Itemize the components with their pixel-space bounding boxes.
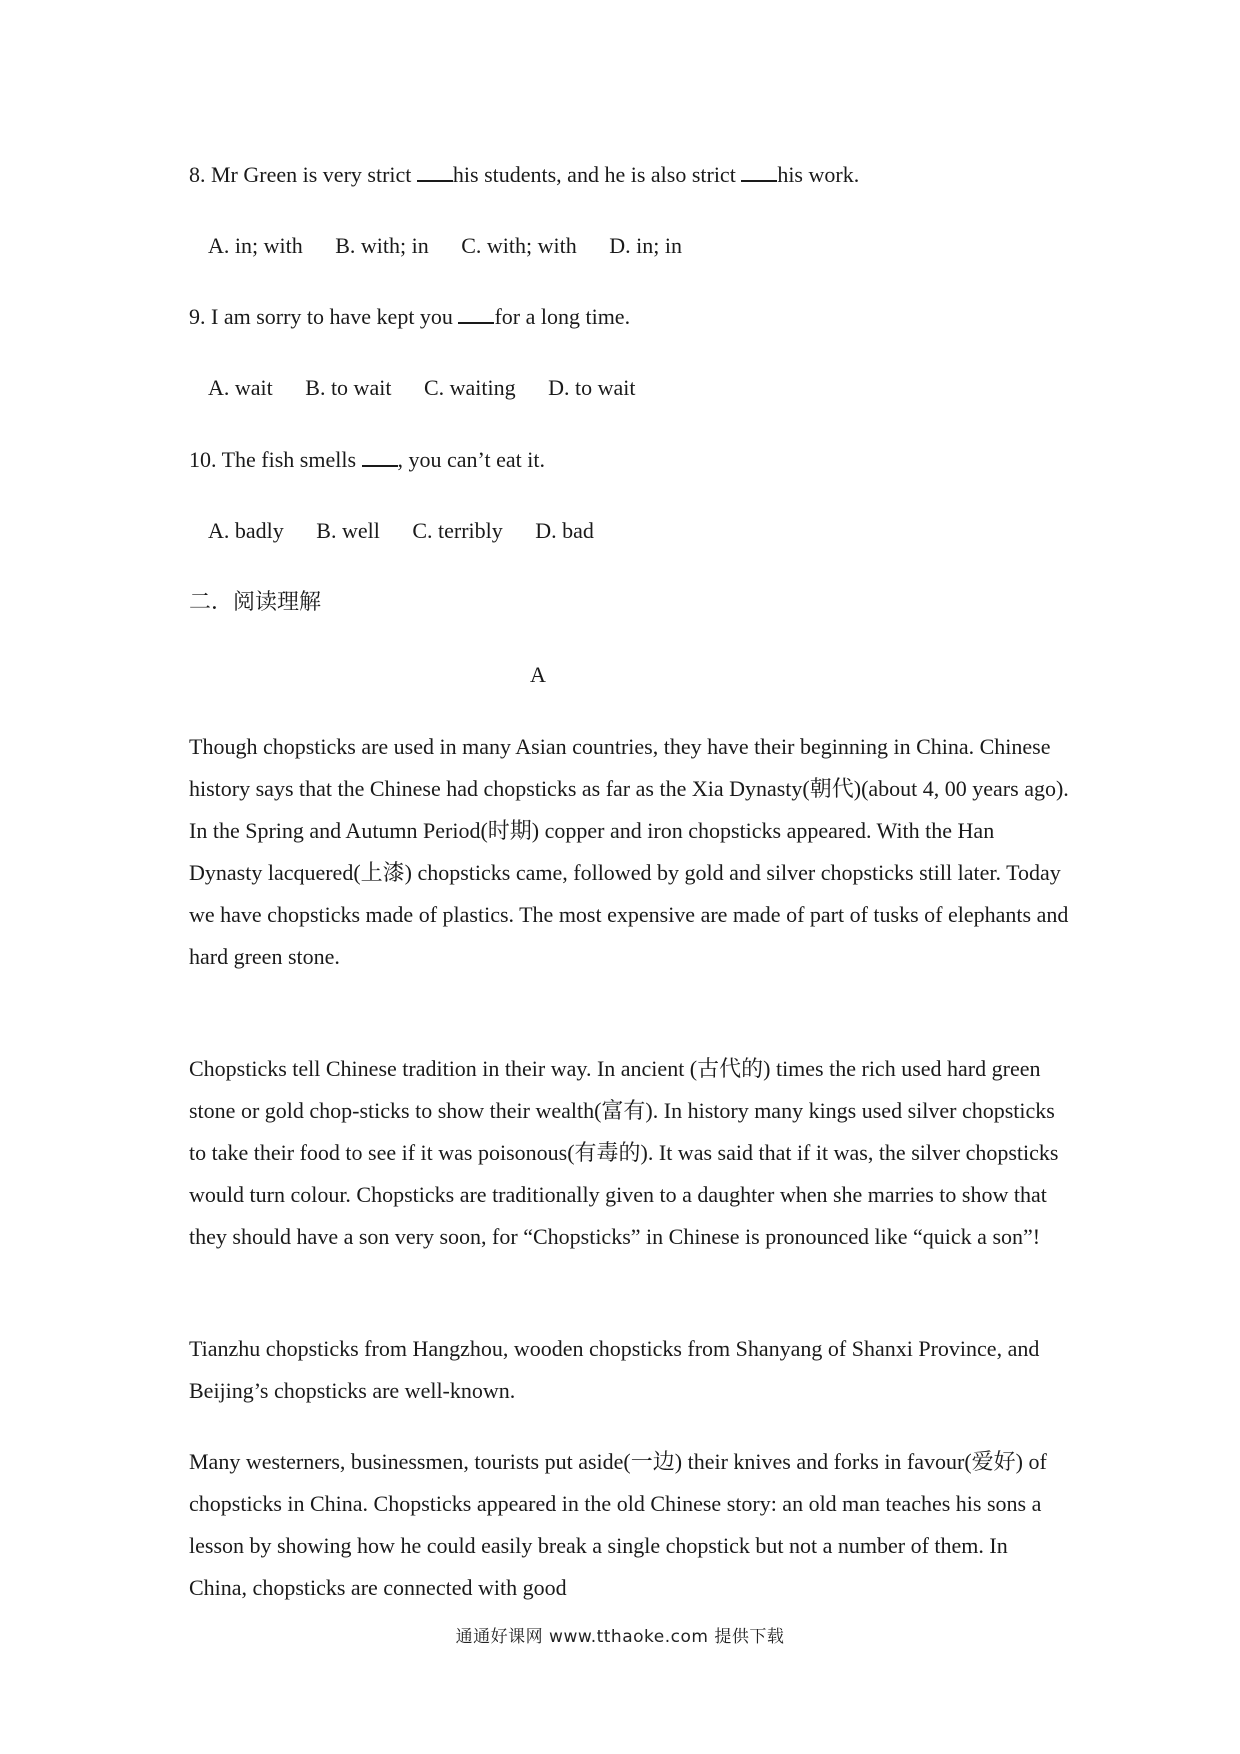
question-9-text-2: for a long time. [494, 304, 631, 329]
passage-paragraph-1: Though chopsticks are used in many Asian countries, they have their beginning in China. Chinese history says that the Chinese had chopsticks as far as the Xia Dynasty(朝代)(about 4, 00 years ago). In the Spring and Autumn Period(时期) copper and iron chopsticks appeared. With the Han Dynasty lacquered(上漆) chopsticks came, followed by gold and silver chopsticks still later. Today we have chopsticks made of plastics. The most expensive are made of part of tusks of elephants and hard green stone. [189, 734, 1069, 969]
question-8-text-2: his students, and he is also strict [452, 162, 742, 187]
question-9-text-1: 9. I am sorry to have kept you [189, 304, 459, 329]
option-a: A. wait [208, 375, 273, 400]
option-d: D. in; in [609, 233, 682, 258]
question-8-options [208, 231, 682, 261]
answer-blank [362, 445, 398, 467]
option-a: A. in; with [208, 233, 303, 258]
question-9-options [208, 373, 636, 403]
option-d: D. to wait [548, 375, 636, 400]
option-b: B. with; in [335, 233, 429, 258]
page-footer: 通通好课网 www.tthaoke.com 提供下载 [455, 1627, 785, 1647]
question-8-stem [189, 160, 859, 190]
option-b: B. well [316, 518, 380, 543]
question-9-stem [189, 302, 630, 332]
passage-label: A [530, 662, 546, 687]
passage-paragraph-4: Many westerners, businessmen, tourists put aside(一边) their knives and forks in favour(爱好) of chopsticks in China. Chopsticks appeared in the old Chinese story: an old man teaches his sons a lesson by showing how he could easily break a single chopstick but not a number of them. In China, chopsticks are connected with good [189, 1449, 1047, 1600]
question-10-options [208, 516, 594, 546]
passage-paragraph-2: Chopsticks tell Chinese tradition in their way. In ancient (古代的) times the rich used hard green stone or gold chop-sticks to show their wealth(富有). In history many kings used silver chopsticks to take their food to see if it was poisonous(有毒的). It was said that if it was, the silver chopsticks would turn colour. Chopsticks are traditionally given to a daughter when she marries to show that they should have a son very soon, for “Chopsticks” in Chinese is pronounced like “quick a son”! [189, 1056, 1059, 1249]
option-c: C. terribly [412, 518, 503, 543]
answer-blank [458, 302, 494, 324]
section-title: 二．阅读理解 [189, 590, 322, 615]
question-8-text-1: 8. Mr Green is very strict [189, 162, 417, 187]
question-10-text-2: , you can’t eat it. [397, 447, 545, 472]
question-8-text-3: his work. [777, 162, 860, 187]
option-b: B. to wait [305, 375, 392, 400]
option-a: A. badly [208, 518, 284, 543]
answer-blank [741, 160, 777, 182]
question-10-stem [189, 445, 545, 475]
option-d: D. bad [535, 518, 594, 543]
option-c: C. waiting [423, 375, 516, 400]
passage-paragraph-3: Tianzhu chopsticks from Hangzhou, wooden chopsticks from Shanyang of Shanxi Province, and Beijing’s chopsticks are well-known. [189, 1336, 1040, 1403]
option-c: C. with; with [461, 233, 577, 258]
question-10-text-1: 10. The fish smells [189, 447, 362, 472]
answer-blank [417, 160, 453, 182]
